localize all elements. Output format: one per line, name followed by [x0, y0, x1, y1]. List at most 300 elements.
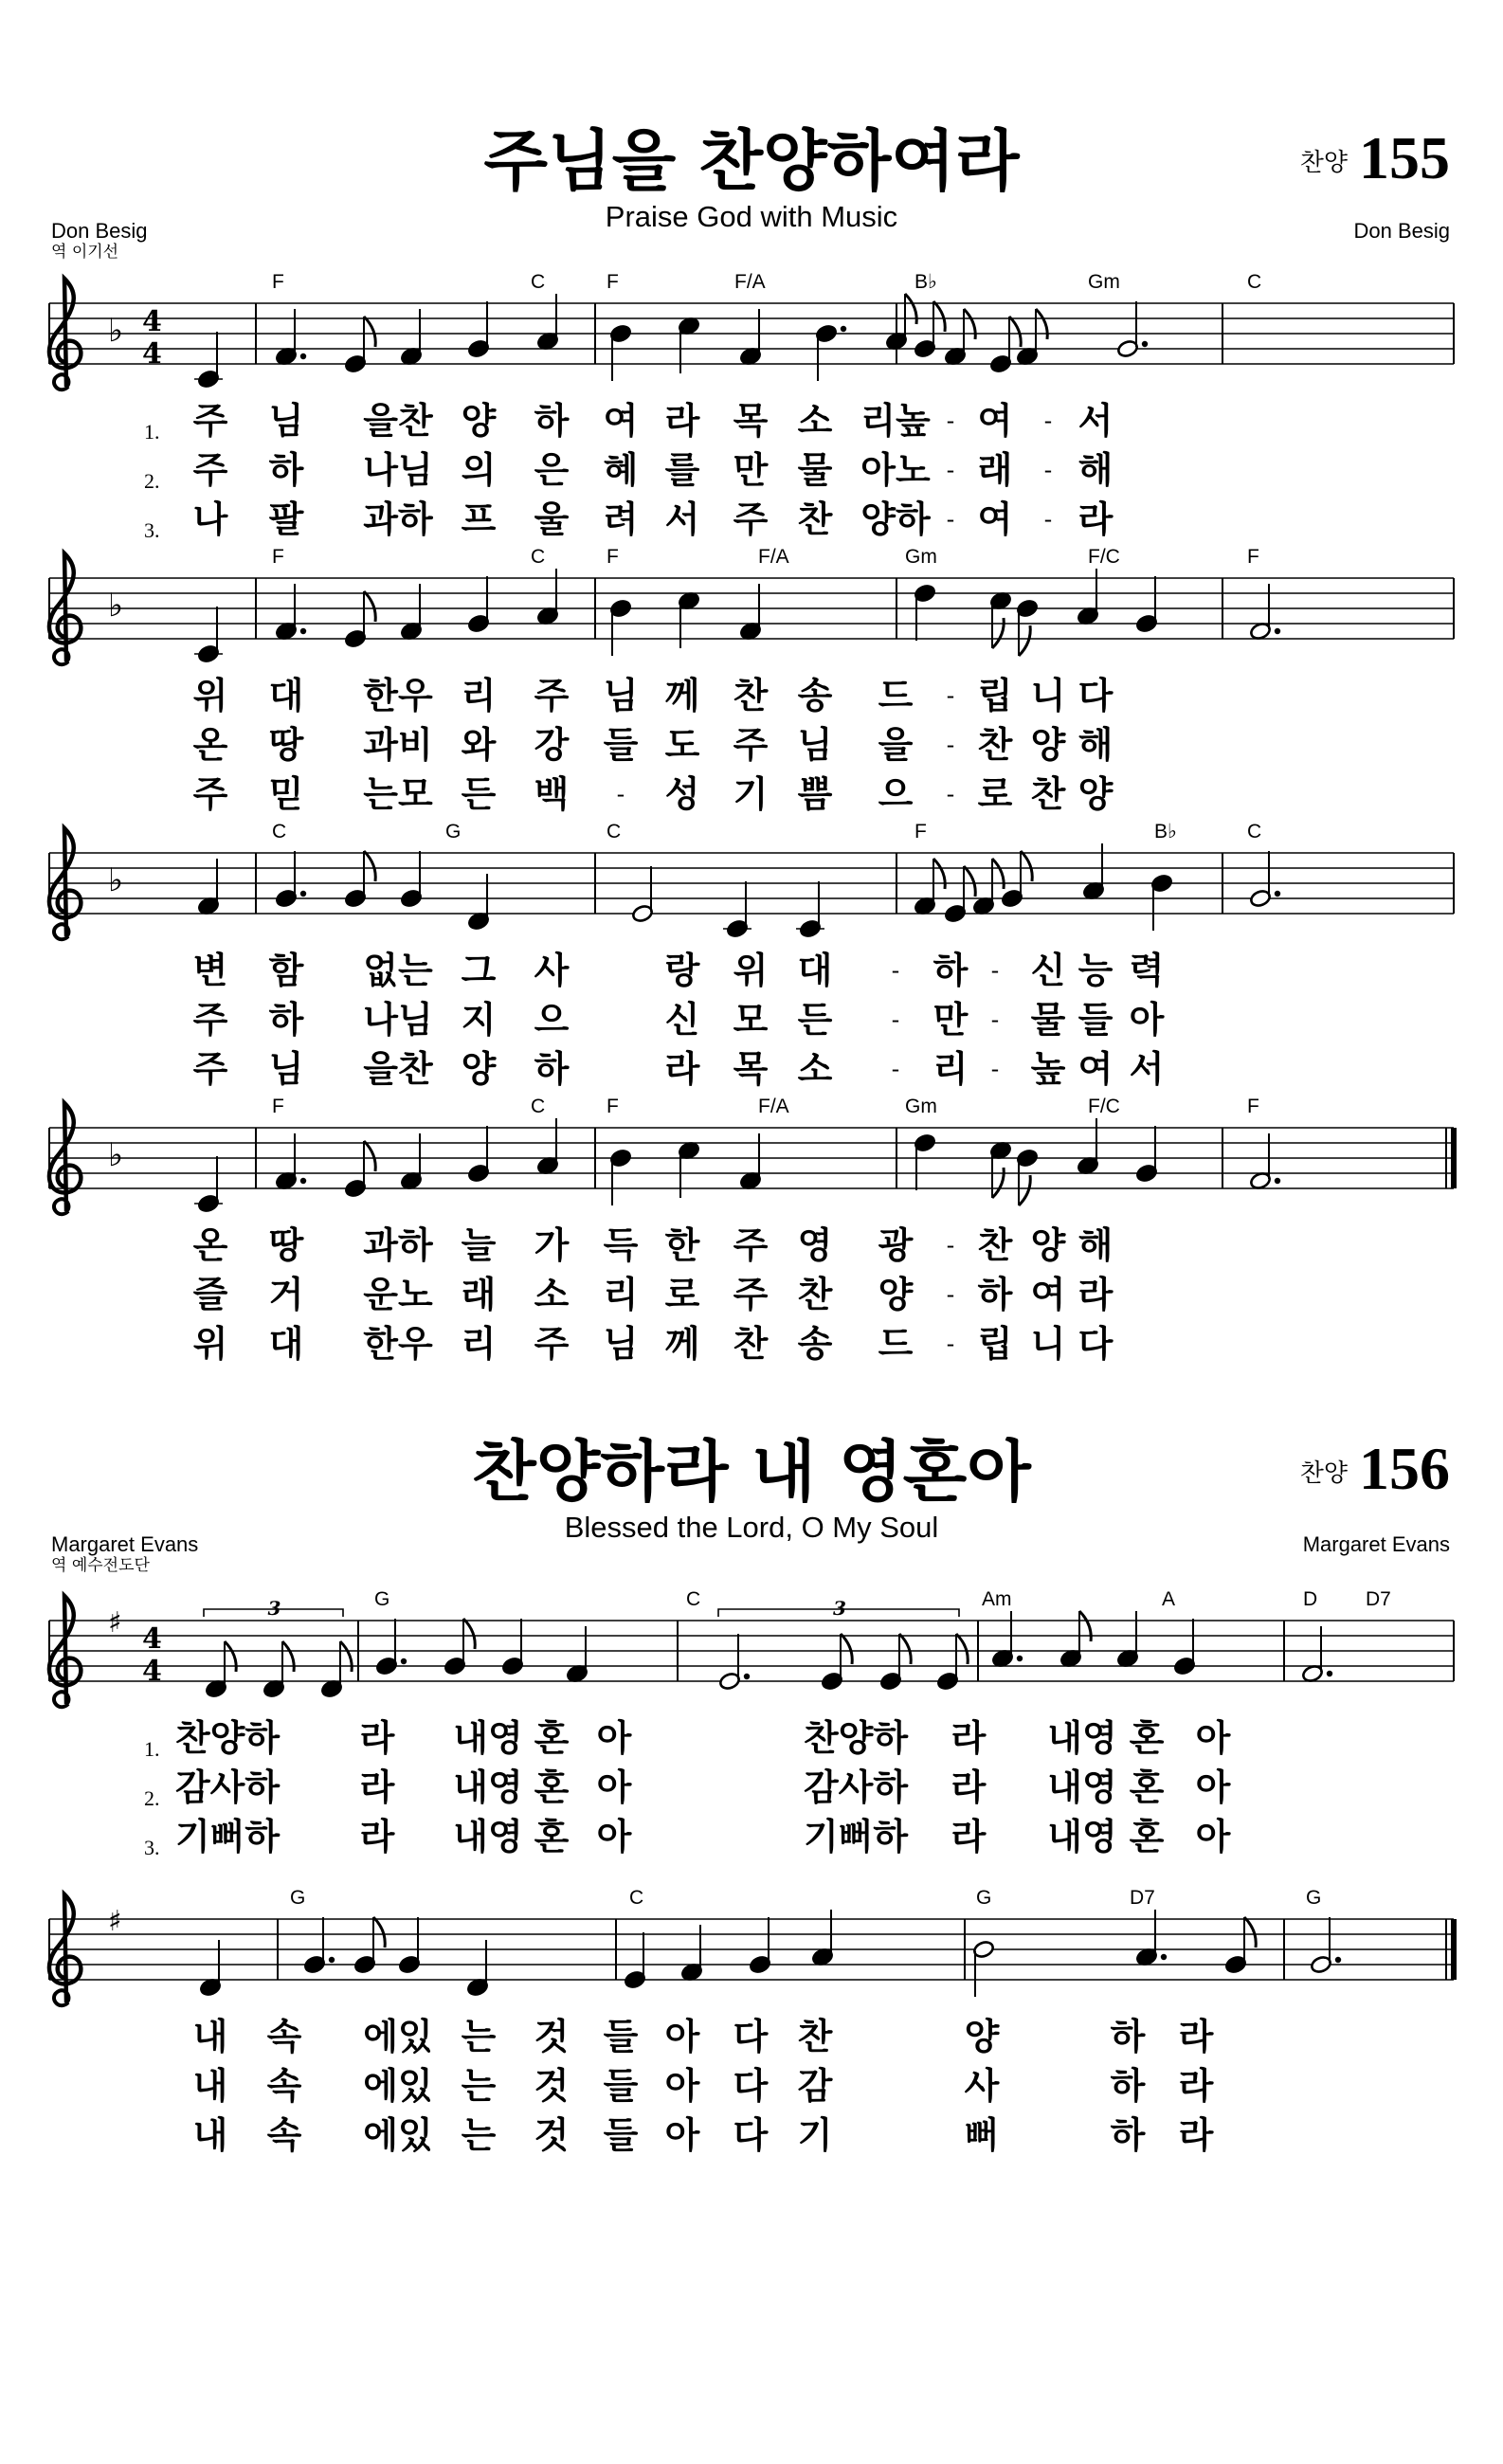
augmentation-dot: [1275, 628, 1280, 634]
chord-symbol: C: [1247, 821, 1262, 842]
augmentation-dot: [841, 326, 846, 332]
lyric-syllable: 혼: [1129, 1816, 1165, 1857]
lyric-syllable: 리: [461, 675, 497, 716]
note: [501, 1619, 524, 1676]
syllable-hyphen: -: [946, 732, 955, 758]
flag: [1021, 851, 1032, 881]
lyric-syllable: 양: [461, 1048, 497, 1090]
augmentation-dot: [300, 1178, 306, 1184]
note: [467, 576, 490, 633]
lyric-syllable: 다: [733, 2016, 769, 2057]
note: [1116, 301, 1148, 358]
lyric-syllable: 는: [461, 2016, 497, 2057]
chord-symbol: C: [686, 1588, 701, 1610]
lyric-syllable: 나님: [363, 999, 433, 1041]
verse-line-2: [0, 1765, 1503, 1812]
chord-symbol: F: [607, 546, 619, 568]
note: [718, 1634, 750, 1691]
augmentation-dot: [1335, 1957, 1341, 1963]
verse-number: 3.: [144, 518, 160, 542]
lyric-syllable: 님: [603, 1323, 639, 1365]
note: [1082, 843, 1105, 900]
flag: [841, 1634, 852, 1664]
verse-line-2: [0, 447, 1503, 495]
lyric-syllable: 라: [1178, 2114, 1214, 2156]
lyric-syllable: 주: [733, 498, 769, 540]
note: [1249, 1133, 1280, 1190]
lyric-syllable: 위: [733, 950, 769, 991]
lyric-syllable: 양: [1077, 773, 1114, 815]
lyric-syllable: 득: [603, 1224, 639, 1266]
chord-symbol: G: [374, 1588, 390, 1610]
note: [1077, 569, 1099, 625]
lyric-syllable: 아노: [860, 449, 931, 491]
note: [467, 874, 490, 931]
note: [400, 309, 423, 366]
lyric-syllable: 한: [664, 1224, 700, 1266]
chord-symbol: G: [290, 1887, 306, 1909]
syllable-hyphen: -: [946, 781, 955, 807]
lyric-syllable: 하: [1110, 2016, 1146, 2057]
chord-symbol: Gm: [905, 546, 937, 568]
lyric-syllable: 랑: [664, 950, 700, 991]
lyric-syllable: 온: [192, 1224, 228, 1266]
augmentation-dot: [1142, 341, 1148, 347]
lyric-syllable: 니: [1030, 1323, 1066, 1365]
syllable-hyphen: -: [990, 1056, 1000, 1082]
lyric-syllable: 주: [733, 1274, 769, 1315]
lyric-syllable: 대: [797, 950, 833, 991]
lyric-syllable: 속: [266, 2065, 302, 2107]
verse-line-3: [0, 497, 1503, 544]
lyric-syllable: 의: [461, 449, 497, 491]
flag: [373, 1917, 385, 1948]
lyric-syllable: 혼: [1129, 1717, 1165, 1759]
lyric-syllable: 주: [192, 449, 228, 491]
chord-symbol: C: [531, 271, 546, 293]
verse-line-1: [0, 398, 1503, 445]
syllable-hyphen: -: [946, 1232, 955, 1259]
lyric-syllable: 라: [951, 1717, 987, 1759]
syllable-hyphen: -: [1043, 457, 1053, 483]
lyric-syllable: 양: [1030, 1224, 1066, 1266]
lyric-syllable: 아: [596, 1766, 632, 1808]
syllable-hyphen: -: [891, 957, 900, 984]
lyric-syllable: 주: [192, 999, 228, 1041]
flag: [1036, 309, 1047, 339]
hymn-subtitle: Blessed the Lord, O My Soul: [564, 1511, 939, 1544]
lyric-syllable: 여: [1077, 1048, 1114, 1090]
composer-left: Margaret Evans: [51, 1532, 199, 1556]
verse-line-2: [0, 2063, 1503, 2111]
lyric-syllable: 에있: [363, 2016, 433, 2057]
verse-line-2: [0, 1272, 1503, 1319]
verse-number: 1.: [144, 420, 160, 444]
hymn-number-value: 155: [1359, 124, 1450, 191]
lyric-syllable: 을찬: [363, 1048, 433, 1090]
note: [1001, 851, 1032, 908]
lyric-syllable: 영: [797, 1224, 833, 1266]
staff-system: [0, 265, 1503, 398]
staff-system: [0, 540, 1503, 673]
flag: [225, 1641, 236, 1672]
lyric-syllable: 님: [268, 400, 304, 442]
hymn-156: [0, 1403, 1503, 2464]
lyric-syllable: 과비: [363, 724, 433, 766]
treble-clef-body: [49, 828, 81, 936]
lyric-syllable: 강: [534, 724, 570, 766]
flag: [364, 1141, 375, 1171]
composer-right: Margaret Evans: [1302, 1532, 1450, 1556]
augmentation-dot: [1017, 1656, 1023, 1661]
lyric-syllable: 한우: [363, 1323, 433, 1365]
note: [466, 1940, 489, 1997]
note: [344, 317, 375, 373]
note: [194, 1156, 223, 1213]
translator-credit: 역 예수전도단: [51, 1556, 150, 1575]
chord-symbol: F: [607, 1096, 619, 1117]
lyric-syllable: 하: [1110, 2114, 1146, 2156]
chord-symbol: Gm: [905, 1096, 937, 1117]
lyric-syllable: 립: [977, 675, 1013, 716]
note: [275, 584, 306, 641]
note: [991, 1611, 1023, 1668]
note: [353, 1917, 385, 1974]
flag: [364, 591, 375, 622]
note: [1224, 1917, 1256, 1974]
lyric-syllable: 프: [461, 498, 497, 540]
lyric-syllable: 찬: [797, 2016, 833, 2057]
composer-left: Don Besig: [51, 219, 148, 243]
lyric-syllable: 내영: [1047, 1816, 1117, 1857]
translator-credit: 역 이기선: [51, 243, 119, 262]
chord-symbol: C: [629, 1887, 644, 1909]
chord-symbol: C: [531, 1096, 546, 1117]
note: [796, 881, 824, 938]
flag: [1009, 317, 1021, 347]
flag: [1244, 1917, 1256, 1948]
verse-number: 2.: [144, 1786, 160, 1810]
lyric-syllable: 내: [192, 2016, 228, 2057]
note: [944, 866, 975, 923]
note: [680, 1925, 703, 1982]
staff-system: [0, 1583, 1503, 1715]
note: [1173, 1619, 1196, 1676]
verse-line-3: [0, 1814, 1503, 1861]
lyric-syllable: 아: [664, 2114, 700, 2156]
lyric-syllable: 사: [964, 2065, 1000, 2107]
lyric-syllable: 아: [664, 2016, 700, 2057]
lyric-syllable: 변: [192, 950, 228, 991]
note: [536, 1118, 559, 1175]
lyric-syllable: 다: [1077, 1323, 1114, 1365]
lyric-syllable: 아: [1195, 1816, 1231, 1857]
lyric-syllable: 함: [268, 950, 304, 991]
syllable-hyphen: -: [891, 1006, 900, 1033]
lyric-syllable: 것: [534, 2114, 570, 2156]
lyric-syllable: 송: [797, 1323, 833, 1365]
syllable-hyphen: -: [891, 1056, 900, 1082]
lyric-syllable: 위: [192, 675, 228, 716]
chord-symbol: Gm: [1088, 271, 1120, 293]
note: [1135, 1910, 1167, 1966]
flag: [992, 859, 1004, 889]
note: [609, 599, 632, 656]
lyric-syllable: 으: [878, 773, 914, 815]
flag: [933, 859, 945, 889]
note: [678, 591, 700, 648]
lyric-syllable: 다: [1077, 675, 1114, 716]
lyric-syllable: 것: [534, 2016, 570, 2057]
lyric-syllable: 내영: [453, 1766, 523, 1808]
note: [749, 1917, 771, 1974]
lyric-syllable: 께: [664, 1323, 700, 1365]
chord-symbol: F: [914, 821, 927, 842]
lyric-syllable: 리: [933, 1048, 969, 1090]
lyric-syllable: 든: [797, 999, 833, 1041]
lyric-syllable: 높: [1030, 1048, 1066, 1090]
note: [631, 866, 654, 923]
lyric-syllable: 로: [977, 773, 1013, 815]
lyric-syllable: 도: [664, 724, 700, 766]
lyric-syllable: 여: [1030, 1274, 1066, 1315]
flat-sign: ♭: [108, 1136, 124, 1174]
note: [197, 859, 220, 915]
triplet-number: 3: [267, 1597, 281, 1620]
note: [1301, 1626, 1332, 1683]
note: [815, 324, 846, 381]
lyric-syllable: 에있: [363, 2065, 433, 2107]
time-signature-top: 4: [142, 1622, 162, 1656]
lyric-syllable: 것: [534, 2065, 570, 2107]
hymn-title: 주님을 찬양하여라: [483, 122, 1020, 200]
lyric-syllable: 서: [1077, 400, 1114, 442]
lyric-syllable: 하: [933, 950, 969, 991]
lyric-syllable: 만: [933, 999, 969, 1041]
lyric-syllable: 소: [797, 1048, 833, 1090]
lyric-syllable: 님: [797, 724, 833, 766]
lyric-syllable: 들: [1077, 999, 1114, 1041]
lyric-syllable: 해: [1077, 449, 1114, 491]
note: [739, 584, 762, 641]
verse-line-3: [0, 2112, 1503, 2160]
note: [914, 1133, 936, 1190]
augmentation-dot: [1161, 1954, 1167, 1960]
note: [275, 1133, 306, 1190]
syllable-hyphen: -: [946, 1281, 955, 1308]
flag: [992, 618, 1004, 648]
lyric-syllable: 라: [359, 1766, 395, 1808]
lyric-syllable: 리높: [860, 400, 931, 442]
note: [1016, 599, 1039, 656]
chord-symbol: D7: [1366, 1588, 1391, 1610]
lyric-syllable: 백: [534, 773, 570, 815]
lyric-syllable: 하: [534, 400, 570, 442]
augmentation-dot: [300, 891, 306, 897]
verse-number: 1.: [144, 1737, 160, 1761]
lyric-syllable: 기뻐하: [803, 1816, 909, 1857]
lyric-syllable: 물: [1030, 999, 1066, 1041]
lyric-syllable: 혼: [534, 1766, 570, 1808]
flag: [905, 294, 916, 324]
note: [1135, 1126, 1158, 1183]
lyric-syllable: 찬: [797, 1274, 833, 1315]
augmentation-dot: [329, 1957, 335, 1963]
note: [194, 332, 223, 389]
chord-symbol: C: [607, 821, 622, 842]
lyric-syllable: 해: [1077, 724, 1114, 766]
lyric-syllable: 하: [268, 449, 304, 491]
note: [811, 1910, 834, 1966]
lyric-syllable: 목: [733, 400, 769, 442]
lyric-syllable: 송: [797, 675, 833, 716]
lyric-syllable: 가: [534, 1224, 570, 1266]
chord-symbol: A: [1162, 1588, 1176, 1610]
treble-clef-body: [49, 1894, 81, 2002]
note: [194, 607, 223, 663]
note: [566, 1626, 589, 1683]
note: [723, 881, 752, 938]
note: [1249, 851, 1280, 908]
lyric-syllable: 주: [192, 400, 228, 442]
note: [914, 859, 945, 915]
lyric-syllable: 라: [664, 1048, 700, 1090]
hymn-subtitle: Praise God with Music: [605, 200, 898, 233]
syllable-hyphen: -: [1043, 408, 1053, 434]
lyric-syllable: 라: [664, 400, 700, 442]
note: [1016, 1149, 1039, 1205]
note: [972, 1940, 995, 1997]
lyric-syllable: 양: [964, 2016, 1000, 2057]
note: [936, 1634, 968, 1691]
note: [320, 1641, 352, 1698]
note: [1116, 1611, 1139, 1668]
note: [263, 1641, 294, 1698]
note: [400, 584, 423, 641]
lyric-syllable: 님: [268, 1048, 304, 1090]
lyric-syllable: 주: [534, 1323, 570, 1365]
lyric-syllable: 들: [603, 724, 639, 766]
lyric-syllable: 려: [603, 498, 639, 540]
chord-symbol: C: [531, 546, 546, 568]
lyric-syllable: 감: [797, 2065, 833, 2107]
lyric-syllable: 대: [268, 675, 304, 716]
lyric-syllable: 울: [534, 498, 570, 540]
chord-symbol: B♭: [1154, 821, 1177, 842]
lyric-syllable: 기: [797, 2114, 833, 2156]
note: [879, 1634, 911, 1691]
note: [467, 301, 490, 358]
note: [914, 584, 936, 641]
note: [205, 1641, 236, 1698]
lyric-syllable: 사: [534, 950, 570, 991]
chord-symbol: F: [607, 271, 619, 293]
lyric-syllable: 나: [192, 498, 228, 540]
augmentation-dot: [401, 1658, 407, 1664]
lyric-syllable: 라: [1077, 498, 1114, 540]
lyric-syllable: 온: [192, 724, 228, 766]
flag: [899, 1634, 911, 1664]
note: [678, 1141, 700, 1198]
syllable-hyphen: -: [946, 506, 955, 533]
lyric-syllable: 그: [461, 950, 497, 991]
lyric-syllable: 물: [797, 449, 833, 491]
time-signature-bottom: 4: [142, 337, 162, 371]
syllable-hyphen: -: [1043, 506, 1053, 533]
augmentation-dot: [300, 628, 306, 634]
lyric-syllable: 내영: [453, 1717, 523, 1759]
lyric-syllable: 소: [797, 400, 833, 442]
note: [914, 301, 945, 358]
verse-line-3: [0, 1321, 1503, 1368]
verse-number: 3.: [144, 1836, 160, 1859]
flag: [933, 301, 945, 332]
lyric-syllable: 목: [733, 1048, 769, 1090]
sharp-sign: ♯: [108, 1606, 122, 1640]
triplet-number: 3: [833, 1597, 846, 1620]
lyric-syllable: 리: [603, 1274, 639, 1315]
lyric-syllable: 찬: [733, 675, 769, 716]
note: [821, 1634, 852, 1691]
lyric-syllable: 와: [461, 724, 497, 766]
syllable-hyphen: -: [946, 1331, 955, 1357]
note: [275, 851, 306, 908]
lyric-syllable: 운노: [363, 1274, 433, 1315]
lyric-syllable: 믿: [268, 773, 304, 815]
note: [989, 591, 1012, 648]
chord-symbol: F/A: [758, 546, 789, 568]
note: [1150, 874, 1173, 931]
lyric-syllable: 으: [534, 999, 570, 1041]
chord-symbol: G: [445, 821, 462, 842]
augmentation-dot: [1275, 891, 1280, 897]
lyric-syllable: 로: [664, 1274, 700, 1315]
augmentation-dot: [1327, 1671, 1332, 1676]
lyric-syllable: 아: [596, 1816, 632, 1857]
lyric-syllable: 혜: [603, 449, 639, 491]
note: [536, 569, 559, 625]
note: [275, 309, 306, 366]
lyric-syllable: 아: [596, 1717, 632, 1759]
lyric-syllable: 들: [603, 2065, 639, 2107]
note: [609, 324, 632, 381]
flag: [340, 1641, 352, 1672]
lyric-syllable: 과하: [363, 1224, 433, 1266]
lyric-syllable: 찬: [977, 724, 1013, 766]
note: [1310, 1917, 1341, 1974]
lyric-syllable: 내영: [453, 1816, 523, 1857]
lyric-syllable: 찬: [733, 1323, 769, 1365]
note: [989, 317, 1021, 373]
triplet-bracket: [204, 1597, 343, 1620]
lyric-syllable: 들: [603, 2016, 639, 2057]
flag: [364, 317, 375, 347]
lyric-syllable: 에있: [363, 2114, 433, 2156]
lyric-syllable: 찬: [797, 498, 833, 540]
lyric-syllable: 위: [192, 1323, 228, 1365]
lyric-syllable: 는: [461, 2065, 497, 2107]
chord-symbol: F/C: [1088, 546, 1120, 568]
verse-line-1: [0, 2014, 1503, 2061]
lyric-syllable: 기: [733, 773, 769, 815]
lyric-syllable: 라: [951, 1816, 987, 1857]
lyric-syllable: 님: [603, 675, 639, 716]
lyric-syllable: 래: [977, 449, 1013, 491]
verse-line-1: [0, 948, 1503, 995]
flag: [463, 1619, 475, 1649]
lyric-syllable: 하: [534, 1048, 570, 1090]
lyric-syllable: 땅: [268, 1224, 304, 1266]
